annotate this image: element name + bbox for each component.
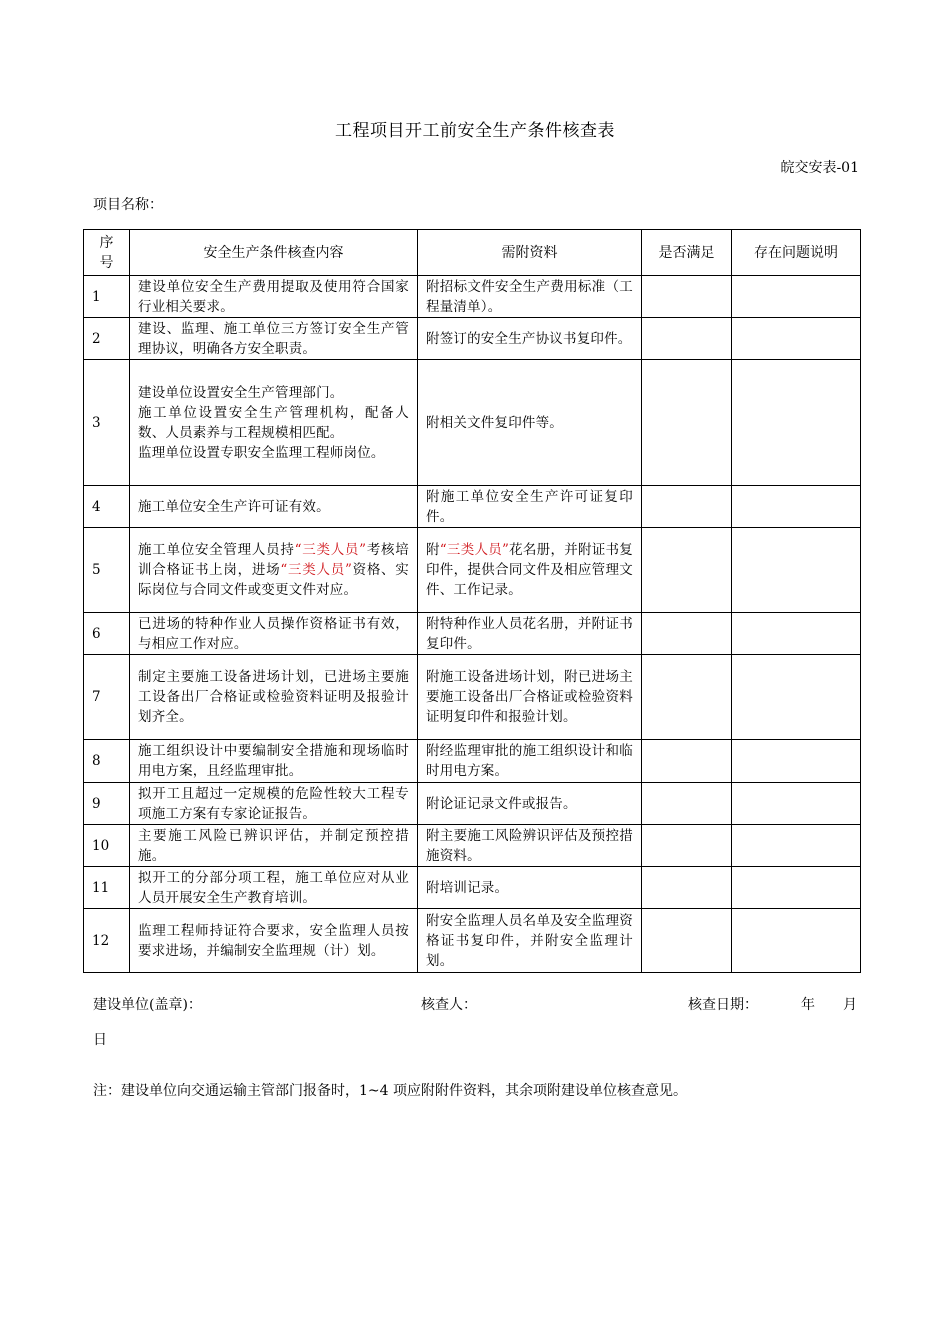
header-no-line2: 号 <box>99 254 114 271</box>
checker-label: 核查人： <box>421 997 477 1013</box>
row-no: 5 <box>84 528 130 613</box>
row-no: 8 <box>84 740 130 783</box>
row-attachment: 附招标文件安全生产费用标准（工程量清单）。 <box>418 276 642 318</box>
row-content: 建设、监理、施工单位三方签订安全生产管理协议，明确各方安全职责。 <box>130 318 418 360</box>
row-content-line: 建设单位设置安全生产管理部门。 <box>138 384 344 401</box>
row-attachment <box>418 528 642 613</box>
row-no: 12 <box>84 909 130 973</box>
row-content: 施工组织设计中要编制安全措施和现场临时用电方案，且经监理审批。 <box>130 740 418 783</box>
header-no <box>84 230 130 276</box>
row-content: 拟开工的分部分项工程，施工单位应对从业人员开展安全生产教育培训。 <box>130 867 418 909</box>
signature-row <box>93 994 858 1014</box>
row-content: 建设单位安全生产费用提取及使用符合国家行业相关要求。 <box>130 276 418 318</box>
row-satisfied-cell[interactable] <box>642 740 732 783</box>
day-label: 日 <box>93 1032 107 1048</box>
row-content-line: 施工单位设置安全生产管理机构，配备人数、人员素养与工程规模相匹配。 <box>138 404 409 441</box>
row-attachment: 附安全监理人员名单及安全监理资格证书复印件，并附安全监理计划。 <box>418 909 642 973</box>
row-issues-cell[interactable] <box>732 360 861 486</box>
table-row <box>84 486 861 528</box>
row-attachment: 附施工设备进场计划，附已进场主要施工设备出厂合格证或检验资料证明复印件和报验计划。 <box>418 655 642 740</box>
row-attachment: 附主要施工风险辨识评估及预控措施资料。 <box>418 825 642 867</box>
table-row <box>84 528 861 613</box>
highlight-term: “三类人员” <box>439 542 510 558</box>
row-no: 4 <box>84 486 130 528</box>
row-satisfied-cell[interactable] <box>642 360 732 486</box>
row-issues-cell[interactable] <box>732 528 861 613</box>
row-satisfied-cell[interactable] <box>642 276 732 318</box>
row-satisfied-cell[interactable] <box>642 655 732 740</box>
row-satisfied-cell[interactable] <box>642 528 732 613</box>
form-code: 皖交安表-01 <box>780 160 859 176</box>
row-no: 1 <box>84 276 130 318</box>
row-attachment-part: 花名册，并附证书复印件，提供合同文件及相应管理文件、工作记录。 <box>426 542 633 598</box>
table-row <box>84 867 861 909</box>
footnote: 注：建设单位向交通运输主管部门报备时，1~4 项应附附件资料，其余项附建设单位核查意见。 <box>93 1083 687 1099</box>
row-attachment-part: 附 <box>426 542 440 558</box>
row-no: 7 <box>84 655 130 740</box>
row-attachment: 附相关文件复印件等。 <box>418 360 642 486</box>
row-satisfied-cell[interactable] <box>642 613 732 655</box>
row-content-part: 考核培训合格证书上岗，进场 <box>138 542 409 578</box>
row-content: 制定主要施工设备进场计划，已进场主要施工设备出厂合格证或检验资料证明及报验计划齐全。 <box>130 655 418 740</box>
table-row <box>84 360 861 486</box>
row-content-part: 施工单位安全管理人员持 <box>138 542 295 558</box>
document-title: 工程项目开工前安全生产条件核查表 <box>335 121 615 141</box>
row-satisfied-cell[interactable] <box>642 867 732 909</box>
row-issues-cell[interactable] <box>732 276 861 318</box>
header-issues: 存在问题说明 <box>732 230 861 276</box>
row-issues-cell[interactable] <box>732 740 861 783</box>
row-attachment: 附施工单位安全生产许可证复印件。 <box>418 486 642 528</box>
highlight-term: “三类人员” <box>280 562 353 578</box>
row-issues-cell[interactable] <box>732 909 861 973</box>
table-row <box>84 825 861 867</box>
row-attachment: 附签订的安全生产协议书复印件。 <box>418 318 642 360</box>
table-row <box>84 740 861 783</box>
project-name-label: 项目名称： <box>93 197 163 213</box>
header-no-line1: 序 <box>99 234 114 251</box>
row-content: 施工单位安全生产许可证有效。 <box>130 486 418 528</box>
row-no: 10 <box>84 825 130 867</box>
row-content: 已进场的特种作业人员操作资格证书有效，与相应工作对应。 <box>130 613 418 655</box>
row-content-line: 监理单位设置专职安全监理工程师岗位。 <box>138 444 385 461</box>
row-attachment: 附培训记录。 <box>418 867 642 909</box>
table-row <box>84 909 861 973</box>
row-attachment: 附论证记录文件或报告。 <box>418 783 642 825</box>
header-satisfied: 是否满足 <box>642 230 732 276</box>
row-satisfied-cell[interactable] <box>642 783 732 825</box>
row-content <box>130 360 418 486</box>
highlight-term: “三类人员” <box>294 542 367 558</box>
table-row <box>84 613 861 655</box>
row-content <box>130 528 418 613</box>
month-label: 月 <box>843 997 857 1013</box>
year-label: 年 <box>801 997 815 1013</box>
check-table <box>83 229 861 973</box>
row-satisfied-cell[interactable] <box>642 909 732 973</box>
row-issues-cell[interactable] <box>732 486 861 528</box>
row-attachment: 附经监理审批的施工组织设计和临时用电方案。 <box>418 740 642 783</box>
row-content: 拟开工且超过一定规模的危险性较大工程专项施工方案有专家论证报告。 <box>130 783 418 825</box>
construction-unit-label: 建设单位(盖章)： <box>93 997 202 1013</box>
row-issues-cell[interactable] <box>732 867 861 909</box>
row-attachment: 附特种作业人员花名册，并附证书复印件。 <box>418 613 642 655</box>
table-row <box>84 318 861 360</box>
row-satisfied-cell[interactable] <box>642 486 732 528</box>
row-no: 11 <box>84 867 130 909</box>
row-content: 监理工程师持证符合要求，安全监理人员按要求进场，并编制安全监理规（计）划。 <box>130 909 418 973</box>
row-issues-cell[interactable] <box>732 318 861 360</box>
row-no: 9 <box>84 783 130 825</box>
table-header-row <box>84 230 861 276</box>
row-content-part: 资格、实际岗位与合同文件或变更文件对应。 <box>138 562 409 598</box>
table-row <box>84 276 861 318</box>
header-content: 安全生产条件核查内容 <box>130 230 418 276</box>
header-attachment: 需附资料 <box>418 230 642 276</box>
row-issues-cell[interactable] <box>732 613 861 655</box>
check-date-label: 核查日期： <box>688 997 758 1013</box>
row-content: 主要施工风险已辨识评估，并制定预控措施。 <box>130 825 418 867</box>
table-row <box>84 655 861 740</box>
table-row <box>84 783 861 825</box>
row-satisfied-cell[interactable] <box>642 318 732 360</box>
row-issues-cell[interactable] <box>732 825 861 867</box>
row-issues-cell[interactable] <box>732 655 861 740</box>
row-satisfied-cell[interactable] <box>642 825 732 867</box>
row-no: 3 <box>84 360 130 486</box>
row-no: 6 <box>84 613 130 655</box>
row-no: 2 <box>84 318 130 360</box>
row-issues-cell[interactable] <box>732 783 861 825</box>
